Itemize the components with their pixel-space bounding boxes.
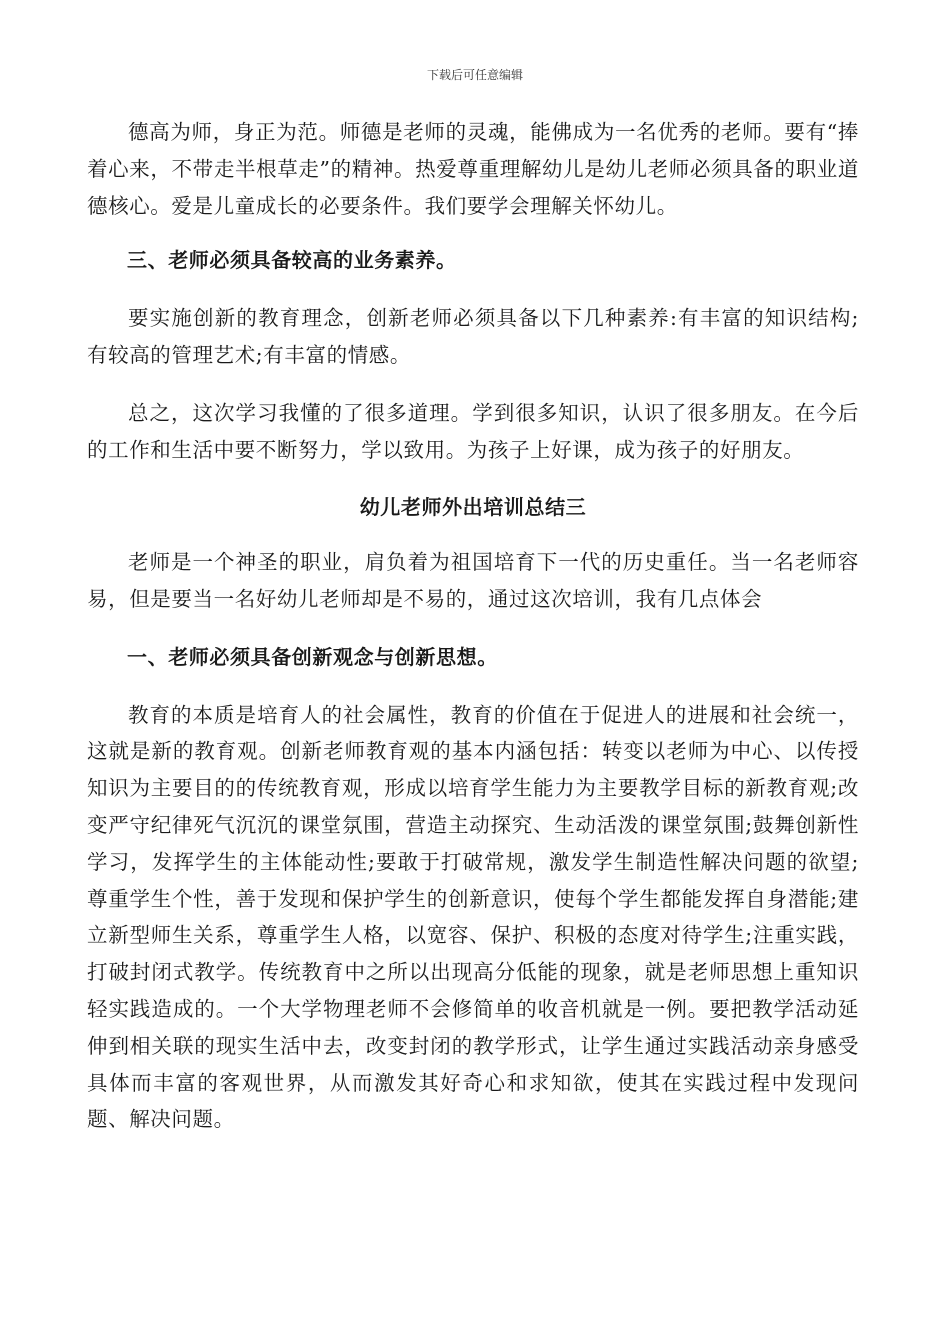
document-title: 幼儿老师外出培训总结三 [359, 495, 587, 520]
paragraph-intro: 老师是一个神圣的职业，肩负着为祖国培育下一代的历史重任。当一名老师容易，但是要当一名好幼儿老师却是不易的，通过这次培训，我有几点体会 [87, 550, 859, 611]
paragraph-education-view: 教育的本质是培育人的社会属性，教育的价值在于促进人的进展和社会统一，这就是新的教育观。创新老师教育观的基本内涵包括：转变以老师为中心、以传授知识为主要目的的传统教育观，形成以培育学生能力为主要教学目标的新教育观;改变严守纪律死气沉沉的课堂氛围，营造主动探究、生动活泼的课堂氛围;鼓舞创新性学习，发挥学生的主体能动性;要敢于打破常规，激发学生制造性解决问题的欲望;尊重学生个性，善于发现和保护学生的创新意识，使每个学生都能发挥自身潜能;建立新型师生关系，尊重学生人格，以宽容、保护、积极的态度对待学生;注重实践，打破封闭式教学。传统教育中之所以出现高分低能的现象，就是老师思想上重知识轻实践造成的。一个大学物理老师不会修简单的收音机就是一例。要把教学活动延伸到相关联的现实生活中去，改变封闭的教学形式，让学生通过实践活动亲身感受具体而丰富的客观世界，从而激发其好奇心和求知欲，使其在实践过程中发现问题、解决问题。 [87, 702, 859, 1132]
paragraph-qualities: 要实施创新的教育理念，创新老师必须具备以下几种素养:有丰富的知识结构;有较高的管理艺术;有丰富的情感。 [87, 306, 859, 367]
page-header: 下载后可任意编辑 [426, 68, 523, 82]
paragraph-teacher-ethics: 德高为师，身正为范。师德是老师的灵魂，能佛成为一名优秀的老师。要有“捧着心来，不带走半根草走”的精神。热爱尊重理解幼儿是幼儿老师必须具备的职业道德核心。爱是儿童成长的必要条件。我们要学会理解关怀幼儿。 [87, 120, 859, 218]
paragraph-conclusion: 总之，这次学习我懂的了很多道理。学到很多知识，认识了很多朋友。在今后的工作和生活中要不断努力，学以致用。为孩子上好课，成为孩子的好朋友。 [87, 400, 859, 462]
section-heading-3: 三、老师必须具备较高的业务素养。 [127, 248, 457, 273]
document-body [87, 114, 859, 1138]
section-heading-1: 一、老师必须具备创新观念与创新思想。 [127, 644, 498, 669]
